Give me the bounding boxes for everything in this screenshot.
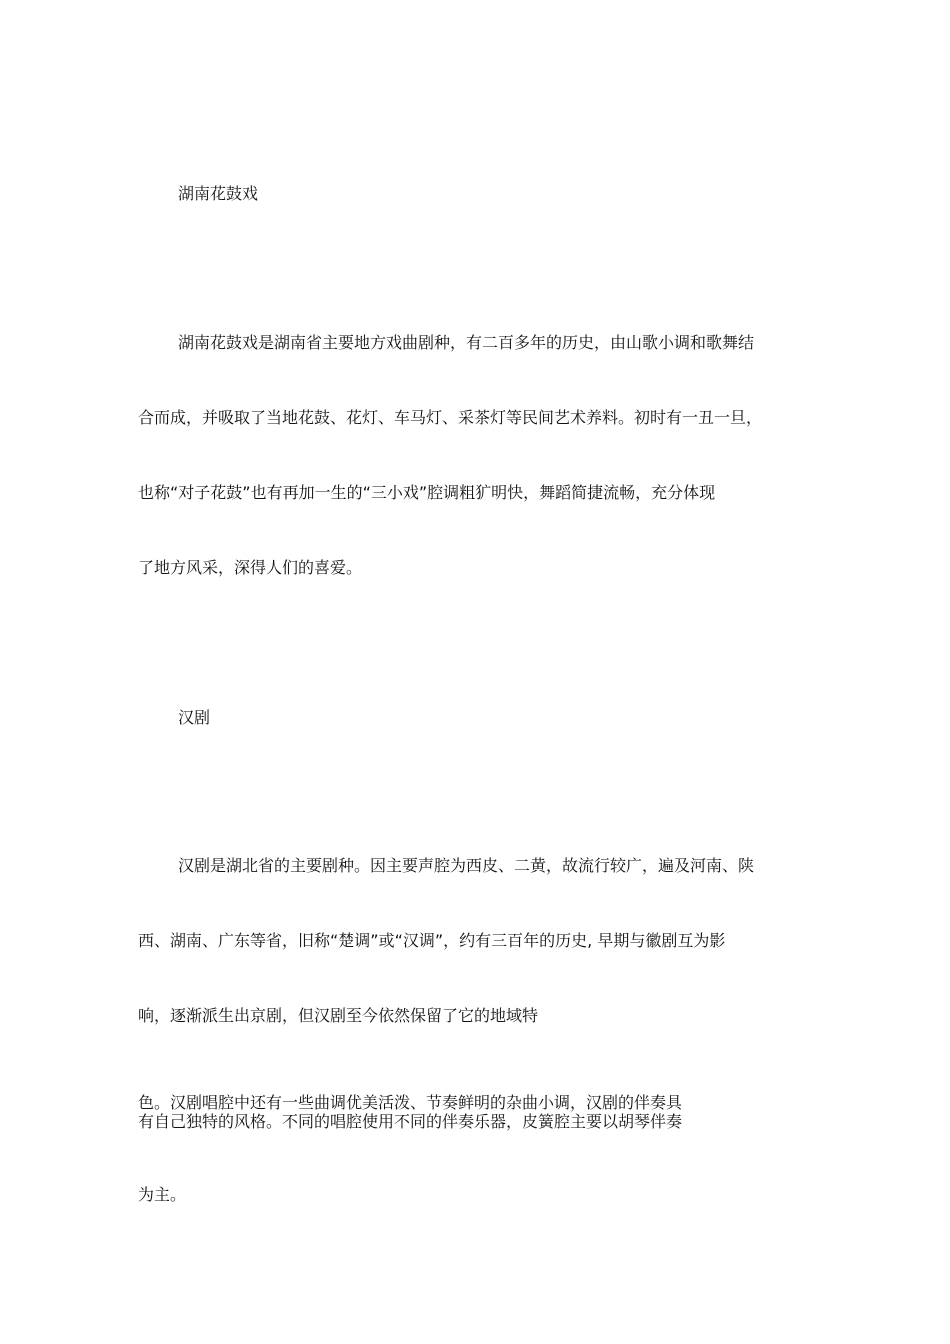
- paragraph-line: 有自己独特的风格。不同的唱腔使用不同的伴奏乐器，皮簧腔主要以胡琴伴奏: [138, 1112, 683, 1131]
- paragraph-line: 合而成，并吸取了当地花鼓、花灯、车马灯、采茶灯等民间艺术养料。初时有一丑一旦，: [138, 408, 763, 427]
- paragraph-line: 响，逐渐派生出京剧，但汉剧至今依然保留了它的地域特: [138, 1006, 539, 1025]
- paragraph-line: 色。汉剧唱腔中还有一些曲调优美活泼、节奏鲜明的杂曲小调，汉剧的伴奏具: [138, 1093, 683, 1112]
- paragraph-line: 也称“对子花鼓”也有再加一生的“三小戏”腔调粗犷明快，舞蹈简捷流畅，充分体现: [138, 483, 716, 502]
- section-title-huagu: 湖南花鼓戏: [178, 184, 259, 203]
- paragraph-line: 西、湖南、广东等省，旧称“楚调”或“汉调”，约有三百年的历史, 早期与徽剧互为影: [138, 931, 726, 950]
- paragraph-line: 为主。: [138, 1185, 187, 1204]
- paragraph-line: 了地方风采，深得人们的喜爱。: [138, 558, 363, 577]
- paragraph-line: 汉剧是湖北省的主要剧种。因主要声腔为西皮、二黄，故流行较广，遍及河南、陕: [178, 856, 755, 875]
- paragraph-line: 湖南花鼓戏是湖南省主要地方戏曲剧种，有二百多年的历史，由山歌小调和歌舞结: [178, 333, 755, 352]
- section-title-hanju: 汉剧: [178, 708, 211, 727]
